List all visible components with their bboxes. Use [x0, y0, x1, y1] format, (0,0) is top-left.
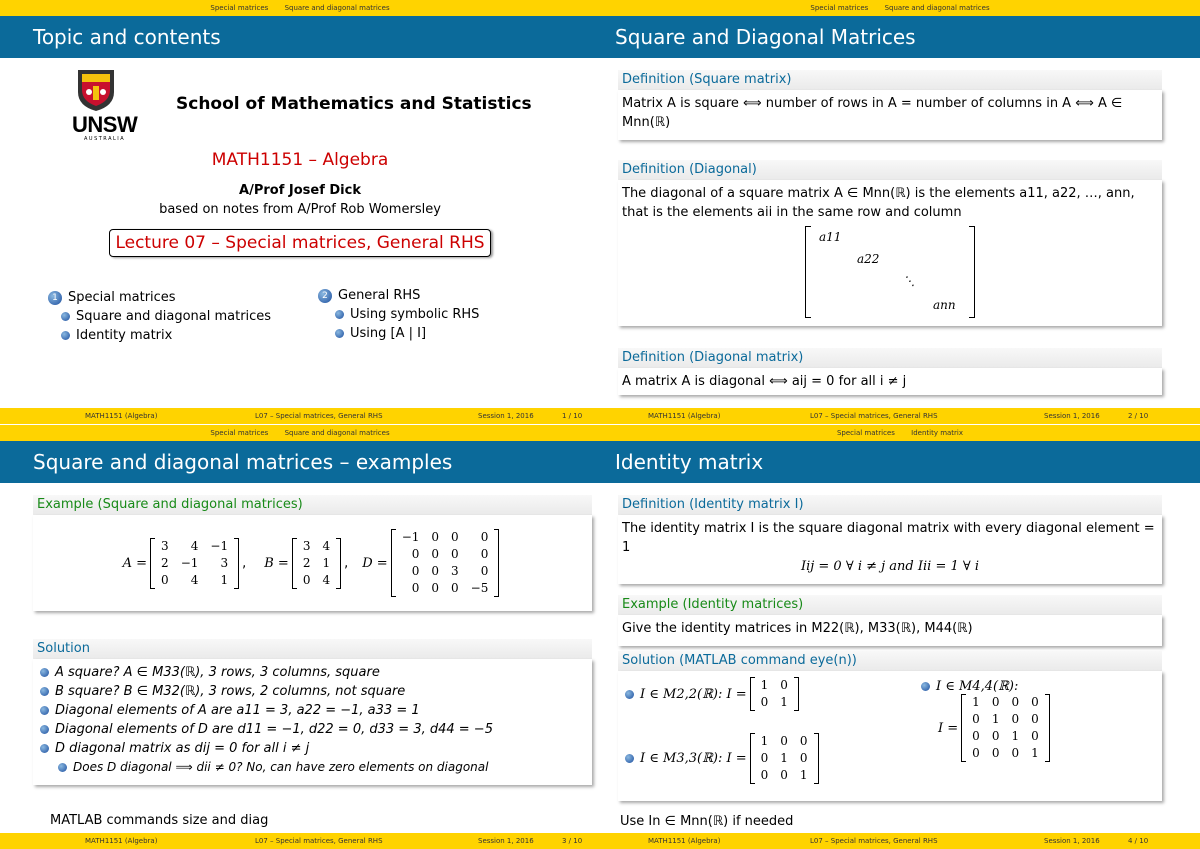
nav-subsection[interactable]: Square and diagonal matrices	[884, 4, 990, 12]
section-number-badge: 2	[318, 289, 332, 303]
toc-section-2[interactable]	[318, 286, 479, 343]
matrix-cell: 0	[480, 547, 489, 561]
block-body: Give the identity matrices in M22(ℝ), M33(ℝ), M44(ℝ)	[618, 615, 1162, 646]
footer-lecture: L07 – Special matrices, General RHS	[810, 837, 938, 845]
matrix-cell: 0	[1031, 695, 1039, 709]
matrix-cell: 0	[480, 564, 489, 578]
matrix-cell: 0	[760, 768, 769, 782]
diag-entry: ⋱	[903, 274, 915, 288]
unsw-logo	[48, 68, 148, 148]
footer-page-number: 1 / 10	[562, 412, 583, 420]
matrix-cell: 0	[431, 581, 440, 595]
matrix-cell: 0	[780, 678, 788, 692]
author: A/Prof Josef Dick	[239, 183, 361, 198]
based-on: based on notes from A/Prof Rob Womersley	[159, 202, 441, 217]
nav-bar	[0, 425, 600, 441]
matrix-cell: 1	[799, 768, 808, 782]
block-title: Solution (MATLAB command eye(n))	[618, 651, 1162, 671]
block-body	[618, 180, 1162, 326]
nav-bar	[600, 425, 1200, 441]
matrix-cell: 0	[972, 712, 980, 726]
block-body	[33, 659, 592, 785]
definition-square-block	[618, 70, 1162, 140]
identity-4x4	[918, 677, 1053, 762]
matrix-cell: 0	[431, 530, 440, 544]
block-title: Definition (Diagonal)	[618, 160, 1162, 180]
matrices-row: A = 3 4 −1 2 −1 3 0 4 1 , B = 3 4 2 1 0 4 , D = −1 0 0 0 0 0 0 0 0 0 3 0 0 0 0 −5	[33, 515, 592, 611]
footer-session: Session 1, 2016	[1044, 412, 1100, 420]
matrix-cell: 3	[451, 564, 459, 578]
footer-course: MATH1151 (Algebra)	[648, 412, 721, 420]
example-identity-block	[618, 595, 1162, 646]
matrix-cell: 0	[991, 729, 1000, 743]
footer-session: Session 1, 2016	[478, 412, 534, 420]
block-title: Definition (Square matrix)	[618, 70, 1162, 90]
matrix-cell: 4	[190, 572, 199, 587]
matrix-cell: −1	[401, 530, 420, 544]
matrix-cell: 2	[302, 555, 311, 570]
solution-identity-block	[618, 651, 1162, 801]
slide-title: Square and Diagonal Matrices	[600, 16, 1200, 58]
nav-subsection[interactable]: Square and diagonal matrices	[284, 4, 390, 12]
footer-course: MATH1151 (Algebra)	[85, 412, 158, 420]
section-number-badge: 1	[48, 291, 62, 305]
matrix-cell: 0	[451, 581, 459, 595]
matrix-cell: 0	[972, 729, 980, 743]
footer-bar	[600, 833, 1200, 849]
matrix-name: D =	[362, 555, 388, 571]
matrix-cell: 0	[411, 564, 420, 578]
matrix-name: A =	[122, 555, 148, 571]
toc-subsection[interactable]: Square and diagonal matrices	[58, 307, 271, 326]
block-text: The identity matrix I is the square diagonal matrix with every diagonal element = 1	[622, 521, 1155, 555]
matrix-cell: 1	[760, 734, 769, 748]
nav-bar	[600, 0, 1200, 16]
nav-bar	[0, 0, 600, 16]
footer-page-number: 2 / 10	[1128, 412, 1149, 420]
block-body: Matrix A is square ⟺ number of rows in A = number of columns in A ⟺ A ∈ Mnn(ℝ)	[618, 90, 1162, 140]
identity-label: I ∈ M2,2(ℝ): I =	[622, 685, 747, 704]
matrix-cell: 0	[760, 695, 769, 709]
footer-session: Session 1, 2016	[478, 837, 534, 845]
slide-title: Square and diagonal matrices – examples	[0, 441, 600, 483]
footer-lecture: L07 – Special matrices, General RHS	[810, 412, 938, 420]
solution-item: B square? B ∈ M32(ℝ), 3 rows, 2 columns, not square	[37, 682, 588, 701]
footer-session: Session 1, 2016	[1044, 837, 1100, 845]
example-block	[33, 495, 592, 611]
slide-4	[600, 425, 1200, 849]
matrix-cell: 0	[799, 734, 808, 748]
definition-diagonal-matrix-block	[618, 348, 1162, 395]
toc-subsection[interactable]: Using [A | I]	[332, 324, 479, 343]
toc-subsection[interactable]: Using symbolic RHS	[332, 305, 479, 324]
footer-bar	[600, 408, 1200, 424]
matrix-cell: −1	[210, 538, 229, 553]
block-title: Solution	[33, 639, 592, 659]
diag-entry: a22	[857, 252, 880, 266]
matrix-cell: 0	[480, 530, 489, 544]
slide-3	[0, 425, 600, 849]
crest-icon	[74, 68, 118, 112]
footer-course: MATH1151 (Algebra)	[648, 837, 721, 845]
matrix-cell: 0	[451, 547, 459, 561]
slide-1	[0, 0, 600, 424]
matrix-cell: −5	[470, 581, 489, 595]
identity-label: I ∈ M4,4(ℝ):	[918, 677, 1053, 696]
toc-section-label[interactable]: Special matrices	[68, 290, 176, 305]
matrix-cell: 1	[991, 712, 1000, 726]
matrix-cell: 3	[220, 555, 229, 570]
identity-label: I ∈ M3,3(ℝ): I =	[622, 749, 747, 768]
definition-identity-block	[618, 495, 1162, 584]
definition-diagonal-block	[618, 160, 1162, 326]
matrix-b	[292, 538, 341, 589]
diag-entry: ann	[933, 298, 956, 312]
matrix-name: B =	[264, 555, 289, 571]
identity-equation: Iij = 0 ∀ i ≠ j and Iii = 1 ∀ i	[800, 559, 980, 574]
course-title: MATH1151 – Algebra	[211, 150, 389, 170]
nav-subsection[interactable]: Square and diagonal matrices	[284, 429, 390, 437]
solution-subitem: Does D diagonal ⟹ dii ≠ 0? No, can have zero elements on diagonal	[55, 758, 588, 777]
slide-title: Identity matrix	[600, 441, 1200, 483]
block-text: The diagonal of a square matrix A ∈ Mnn(ℝ) is the elements a11, a22, …, ann, that is the elements aii in the same row and column	[622, 186, 1135, 220]
matrix-cell: −1	[180, 555, 199, 570]
matrix-cell: 0	[991, 695, 1000, 709]
matlab-note: MATLAB commands size and diag	[50, 813, 269, 828]
matrix-cell: 0	[799, 751, 808, 765]
block-title: Definition (Diagonal matrix)	[618, 348, 1162, 368]
matrix-cell: 0	[1031, 712, 1039, 726]
slide-title: Topic and contents	[0, 16, 600, 58]
nav-section[interactable]: Special matrices	[836, 429, 895, 437]
nav-section[interactable]: Special matrices	[210, 4, 269, 12]
matrix-cell: 2	[161, 555, 169, 570]
footer-course: MATH1151 (Algebra)	[85, 837, 158, 845]
matrix-cell: 1	[780, 695, 788, 709]
logo-wordmark: UNSW	[72, 112, 138, 137]
toc-section-1[interactable]	[48, 288, 271, 345]
toc-subsection[interactable]: Identity matrix	[58, 326, 271, 345]
school-name: School of Mathematics and Statistics	[176, 94, 532, 114]
lecture-title: Lecture 07 – Special matrices, General RHS	[109, 229, 490, 257]
matrix-cell: 0	[161, 572, 169, 587]
matrix-cell: 1	[972, 695, 980, 709]
solution-item: Diagonal elements of D are d11 = −1, d22 = 0, d33 = 3, d44 = −5	[37, 720, 588, 739]
matrix-cell: 1	[780, 751, 788, 765]
use-note: Use In ∈ Mnn(ℝ) if needed	[620, 814, 794, 829]
matrix-cell: 3	[302, 538, 311, 553]
diag-entry: a11	[819, 230, 842, 244]
toc-section-label[interactable]: General RHS	[338, 288, 421, 303]
slide-2	[600, 0, 1200, 424]
matrix-d	[391, 529, 500, 597]
footer-page-number: 4 / 10	[1128, 837, 1149, 845]
footer-lecture: L07 – Special matrices, General RHS	[255, 837, 383, 845]
matrix-cell: 0	[411, 547, 420, 561]
matrix-cell: 0	[1011, 746, 1020, 760]
footer-bar	[0, 408, 600, 424]
solution-block	[33, 639, 592, 785]
matrix-cell: 0	[972, 746, 980, 760]
matrix-cell: 0	[411, 581, 420, 595]
matrix-cell: 1	[760, 678, 769, 692]
block-title: Definition (Identity matrix I)	[618, 495, 1162, 515]
matrix-cell: 4	[190, 538, 199, 553]
matrix-cell: 0	[780, 734, 788, 748]
solution-item: Diagonal elements of A are a11 = 3, a22 = −1, a33 = 1	[37, 701, 588, 720]
nav-section[interactable]: Special matrices	[810, 4, 869, 12]
lecture-box	[0, 229, 600, 257]
matrix-cell: 0	[1011, 712, 1020, 726]
footer-page-number: 3 / 10	[562, 837, 583, 845]
matrix-cell: 1	[322, 555, 331, 570]
matrix-cell: 0	[431, 547, 440, 561]
nav-section[interactable]: Special matrices	[210, 429, 269, 437]
matrix-cell: 0	[991, 746, 1000, 760]
identity-3x3	[622, 733, 822, 784]
matrix-cell: 4	[322, 538, 331, 553]
block-body	[618, 671, 1162, 801]
matrix-cell: 0	[431, 564, 440, 578]
nav-subsection[interactable]: Identity matrix	[911, 429, 964, 437]
logo-subtext: AUSTRALIA	[84, 136, 126, 142]
matrix-cell: 0	[780, 768, 788, 782]
matrix-cell: 3	[161, 538, 169, 553]
identity-eq: I =	[938, 720, 959, 736]
diagonal-matrix-figure	[805, 226, 975, 318]
matrix-cell: 0	[302, 572, 311, 587]
matrix-cell: 0	[1011, 695, 1020, 709]
footer-lecture: L07 – Special matrices, General RHS	[255, 412, 383, 420]
matrix-cell: 4	[322, 572, 331, 587]
matrix-cell: 0	[1031, 729, 1039, 743]
solution-item: A square? A ∈ M33(ℝ), 3 rows, 3 columns, square	[37, 663, 588, 682]
matrix-cell: 1	[220, 572, 229, 587]
matrix-cell: 0	[760, 751, 769, 765]
matrix-a	[150, 538, 239, 589]
footer-bar	[0, 833, 600, 849]
matrix-cell: 0	[451, 530, 459, 544]
matrix-cell: 1	[1031, 746, 1039, 760]
identity-2x2	[622, 677, 802, 711]
block-body: A matrix A is diagonal ⟺ aij = 0 for all i ≠ j	[618, 368, 1162, 395]
block-title: Example (Square and diagonal matrices)	[33, 495, 592, 515]
solution-item: D diagonal matrix as dij = 0 for all i ≠ j	[37, 739, 588, 758]
block-body	[618, 515, 1162, 584]
matrix-cell: 1	[1011, 729, 1020, 743]
block-title: Example (Identity matrices)	[618, 595, 1162, 615]
